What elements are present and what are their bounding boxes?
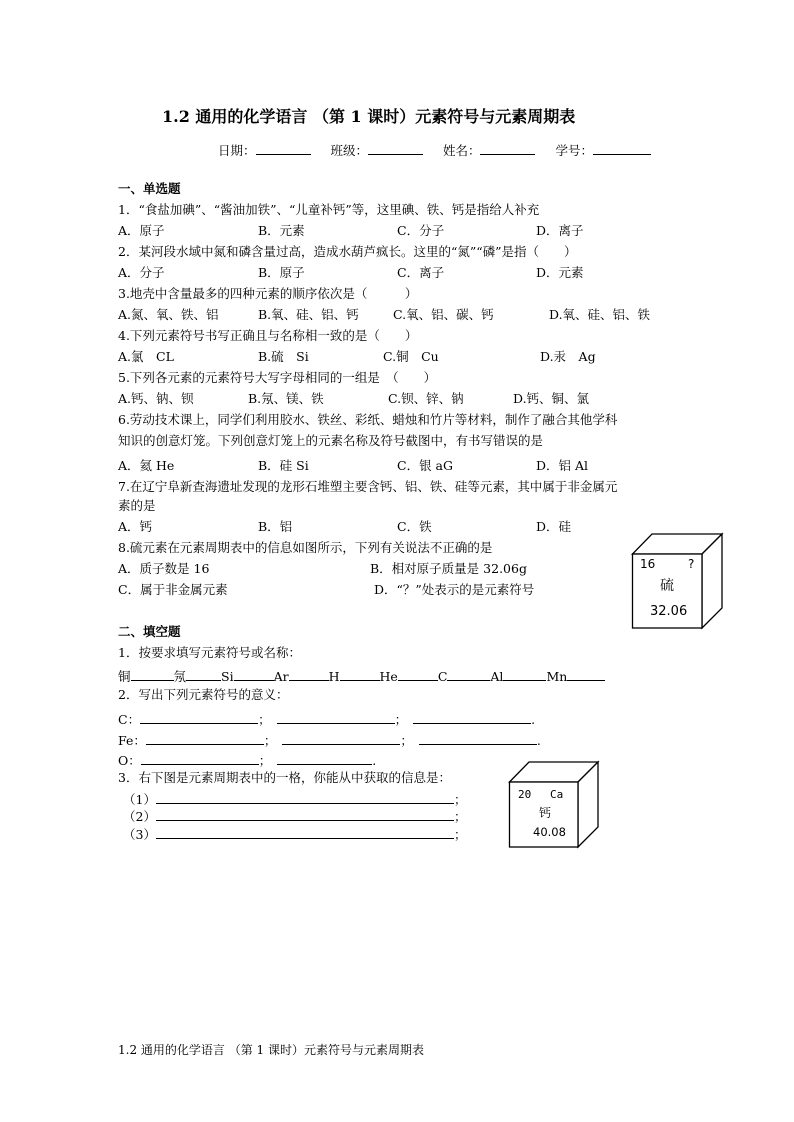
- q5-option-a[interactable]: A.钙、钠、钡: [118, 391, 194, 406]
- calcium-atomic-number: 20: [518, 788, 532, 801]
- blank-neon[interactable]: [186, 668, 221, 681]
- meaning-label-c: C：: [118, 712, 141, 727]
- fill-question-3: 3．右下图是元素周期表中的一格，你能从中获取的信息是：: [118, 770, 451, 785]
- q4-option-b[interactable]: B.硫 Si: [258, 349, 309, 364]
- name-field[interactable]: [480, 142, 535, 155]
- question-8: 8.硫元素在元素周期表中的信息如图所示，下列有关说法不正确的是: [118, 540, 493, 555]
- number-field[interactable]: [593, 142, 651, 155]
- q3-option-c[interactable]: C.氧、铝、碳、钙: [393, 307, 494, 322]
- info-row-3: [123, 826, 466, 842]
- q8-option-a[interactable]: A．质子数是 16: [118, 561, 210, 576]
- q7-option-b[interactable]: B．铝: [258, 519, 293, 534]
- blank-mn[interactable]: [567, 668, 605, 681]
- meaning-row-fe: [118, 732, 541, 748]
- q2-option-a[interactable]: A．分子: [118, 265, 165, 280]
- question-7-line-2: 素的是: [118, 498, 156, 513]
- element-he: He: [379, 669, 398, 684]
- separator: ；: [263, 733, 277, 748]
- q2-option-d[interactable]: D．元素: [536, 265, 584, 280]
- separator: ；: [394, 712, 408, 727]
- name-label: 姓名：: [442, 143, 481, 158]
- meaning-row-o: [118, 752, 376, 768]
- blank-al[interactable]: [503, 668, 546, 681]
- calcium-symbol: Ca: [550, 788, 564, 801]
- q4-option-d[interactable]: D.汞 Ag: [540, 349, 596, 364]
- q8-option-d[interactable]: D．“？”处表示的是元素符号: [374, 582, 535, 597]
- separator: ；: [400, 733, 413, 748]
- separator: .: [531, 712, 536, 727]
- info-row-2: [123, 808, 466, 824]
- separator: .: [536, 733, 541, 748]
- class-field[interactable]: [368, 142, 423, 155]
- q1-option-c[interactable]: C．分子: [397, 223, 445, 238]
- question-7-line-1: 7.在辽宁阜新查海遗址发现的龙形石堆塑主要含钙、铝、铁、硅等元素，其中属于非金属元: [118, 479, 618, 494]
- blank-copper[interactable]: [131, 668, 174, 681]
- q1-option-a[interactable]: A．原子: [118, 223, 165, 238]
- q3-option-a[interactable]: A.氮、氧、铁、铝: [118, 307, 219, 322]
- date-field[interactable]: [256, 142, 311, 155]
- blank-fe-2[interactable]: [282, 732, 400, 745]
- element-c: C: [437, 669, 448, 684]
- meaning-label-o: O：: [118, 753, 141, 768]
- q6-option-c[interactable]: C．银 aG: [397, 458, 453, 473]
- q6-option-a[interactable]: A．氦 He: [118, 458, 175, 473]
- q7-option-d[interactable]: D．硅: [536, 519, 572, 534]
- calcium-atomic-mass: 40.08: [533, 825, 566, 839]
- question-6-line-2: 知识的创意灯笼。下列创意灯笼上的元素名称及符号截图中，有书写错误的是: [118, 433, 544, 448]
- section-single-choice: 一、单选题: [118, 181, 181, 196]
- meaning-row-c: [118, 711, 535, 727]
- question-6-line-1: 6.劳动技术课上，同学们利用胶水、铁丝、彩纸、蜡烛和竹片等材料，制作了融合其他学科: [118, 412, 618, 427]
- class-label: 班级：: [330, 143, 368, 158]
- question-5: 5.下列各元素的元素符号大写字母相同的一组是 （ ）: [118, 370, 437, 385]
- calcium-element-name: 钙: [539, 806, 552, 820]
- fill-question-1: 1．按要求填写元素符号或名称：: [118, 645, 301, 660]
- separator: ；: [258, 753, 272, 768]
- q4-option-a[interactable]: A.氯 CL: [118, 349, 174, 364]
- info-label-2: （2）: [123, 809, 156, 824]
- question-2: 2．某河段水域中氮和磷含量过高，造成水葫芦疯长。这里的“氮”“磷”是指（ ）: [118, 244, 577, 259]
- question-1: 1．“食盐加碘”、“酱油加铁”、“儿童补钙”等，这里碘、铁、钙是指给人补充: [118, 202, 540, 217]
- blank-o-1[interactable]: [141, 752, 259, 765]
- q6-option-d[interactable]: D．铝 Al: [536, 458, 589, 473]
- date-label: 日期：: [218, 143, 256, 158]
- q5-option-c[interactable]: C.钡、锌、钠: [388, 391, 464, 406]
- info-row-1: [123, 791, 466, 807]
- q5-option-d[interactable]: D.钙、铜、氯: [513, 391, 590, 406]
- blank-c-2[interactable]: [277, 711, 395, 724]
- page-title: 1.2 通用的化学语言 （第 1 课时）元素符号与元素周期表: [162, 107, 576, 126]
- sulfur-symbol-unknown: ?: [688, 557, 695, 571]
- element-mn: Mn: [546, 669, 568, 684]
- calcium-cell-box: [509, 760, 609, 855]
- element-symbol-row: [118, 668, 605, 684]
- blank-c-3[interactable]: [413, 711, 531, 724]
- separator: ；: [453, 792, 467, 807]
- q7-option-a[interactable]: A．钙: [118, 519, 153, 534]
- element-copper: 铜: [118, 669, 131, 684]
- blank-si[interactable]: [234, 668, 274, 681]
- question-3: 3.地壳中含量最多的四种元素的顺序依次是（ ）: [118, 286, 418, 301]
- q7-option-c[interactable]: C．铁: [397, 519, 432, 534]
- element-neon: 氖: [173, 669, 187, 684]
- blank-o-2[interactable]: [277, 752, 372, 765]
- element-ar: Ar: [273, 669, 289, 684]
- info-label-3: （3）: [123, 827, 156, 842]
- page-footer: 1.2 通用的化学语言 （第 1 课时）元素符号与元素周期表: [118, 1043, 424, 1057]
- separator: ；: [453, 809, 467, 824]
- separator: ；: [258, 712, 271, 727]
- blank-c[interactable]: [447, 668, 490, 681]
- separator: .: [372, 753, 377, 768]
- info-blank-3[interactable]: [156, 826, 454, 839]
- sulfur-atomic-number: 16: [640, 557, 656, 571]
- q6-option-b[interactable]: B．硅 Si: [258, 458, 309, 473]
- section-fill-blank: 二、填空题: [118, 624, 181, 639]
- blank-he[interactable]: [398, 668, 438, 681]
- sulfur-element-name: 硫: [660, 578, 674, 594]
- meaning-label-fe: Fe：: [118, 733, 146, 748]
- blank-h[interactable]: [340, 668, 380, 681]
- q1-option-d[interactable]: D．离子: [536, 223, 584, 238]
- info-label-1: （1）: [123, 792, 156, 807]
- blank-ar[interactable]: [289, 668, 329, 681]
- sulfur-atomic-mass: 32.06: [650, 604, 688, 619]
- info-blank-2[interactable]: [156, 808, 454, 821]
- q1-option-b[interactable]: B．元素: [258, 223, 305, 238]
- separator: ；: [453, 827, 467, 842]
- blank-fe-1[interactable]: [146, 732, 264, 745]
- q4-option-c[interactable]: C.铜 Cu: [383, 349, 439, 364]
- element-si: Si: [221, 669, 234, 684]
- number-label: 学号：: [555, 143, 593, 158]
- q2-option-c[interactable]: C．离子: [397, 265, 445, 280]
- q2-option-b[interactable]: B．原子: [258, 265, 305, 280]
- q3-option-d[interactable]: D.氧、硅、铝、铁: [549, 307, 651, 322]
- blank-fe-3[interactable]: [419, 732, 537, 745]
- element-al: Al: [490, 669, 504, 684]
- q5-option-b[interactable]: B.氖、镁、铁: [248, 391, 324, 406]
- q8-option-c[interactable]: C．属于非金属元素: [118, 582, 228, 597]
- question-4: 4.下列元素符号书写正确且与名称相一致的是（ ）: [118, 328, 418, 343]
- info-line: [218, 142, 651, 158]
- q8-option-b[interactable]: B．相对原子质量是 32.06g: [370, 561, 527, 576]
- info-blank-1[interactable]: [156, 791, 454, 804]
- element-h: H: [328, 669, 340, 684]
- blank-c-1[interactable]: [140, 711, 258, 724]
- fill-question-2: 2．写出下列元素符号的意义：: [118, 687, 289, 702]
- q3-option-b[interactable]: B.氧、硅、铝、钙: [258, 307, 359, 322]
